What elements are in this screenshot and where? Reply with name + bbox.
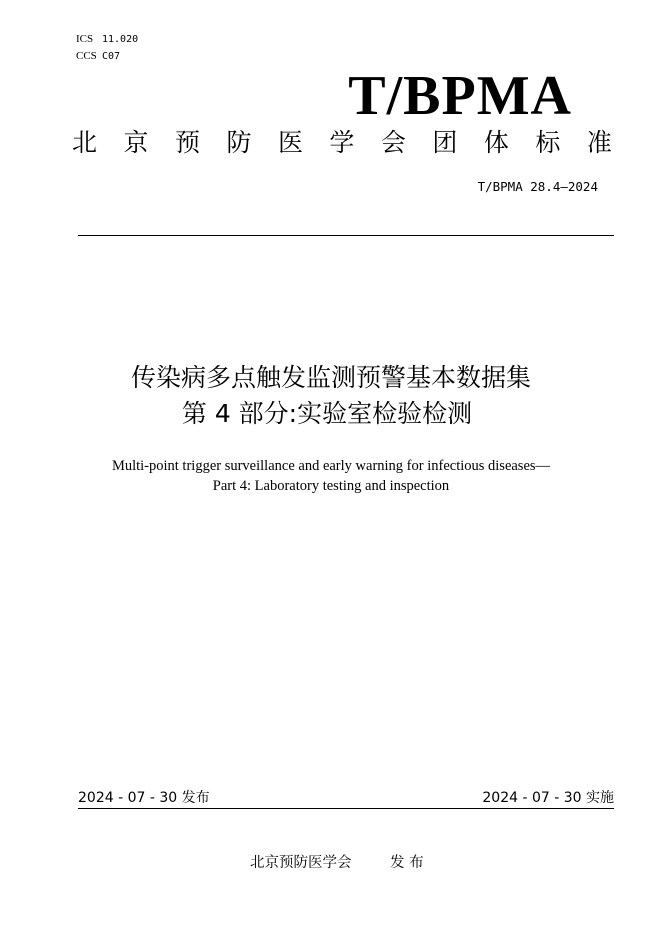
org-title-char: 准 xyxy=(586,128,612,157)
ccs-label: CCS xyxy=(76,50,97,62)
publish-date: 2024 - 07 - 30 发布 xyxy=(78,790,210,806)
issuing-organization: 北京预防医学会 xyxy=(250,855,352,871)
english-title-line-2: Part 4: Laboratory testing and inspection xyxy=(212,478,450,494)
org-title-char: 学 xyxy=(329,128,355,157)
english-title-line-1: Multi-point trigger surveillance and early warning for infectious diseases— xyxy=(111,458,551,474)
standard-code: T/BPMA 28.4—2024 xyxy=(477,179,598,194)
ics-value: 11.020 xyxy=(102,34,139,45)
bottom-divider xyxy=(78,808,614,809)
standard-logo: T/BPMA xyxy=(348,65,572,127)
issuing-action: 发 布 xyxy=(390,855,424,871)
effective-date: 2024 - 07 - 30 实施 xyxy=(482,790,614,806)
org-title-char: 北 xyxy=(72,128,98,157)
org-title-char: 体 xyxy=(483,128,509,157)
ics-label: ICS xyxy=(76,33,94,45)
org-title-char: 标 xyxy=(535,128,561,157)
org-title-char: 医 xyxy=(277,128,303,157)
top-divider xyxy=(78,235,614,236)
org-title-char: 京 xyxy=(123,128,149,157)
ics-classification xyxy=(76,33,138,46)
ccs-classification xyxy=(76,50,120,63)
org-title-char: 预 xyxy=(174,128,200,157)
chinese-title-line-1: 传染病多点触发监测预警基本数据集 xyxy=(130,363,531,392)
org-title-char: 会 xyxy=(380,128,406,157)
chinese-title-line-2: 第 4 部分:实验室检验检测 xyxy=(181,399,473,428)
org-title-char: 防 xyxy=(226,128,252,157)
org-title-char: 团 xyxy=(432,128,458,157)
ccs-value: C07 xyxy=(102,51,121,62)
organization-standard-title xyxy=(72,126,612,160)
